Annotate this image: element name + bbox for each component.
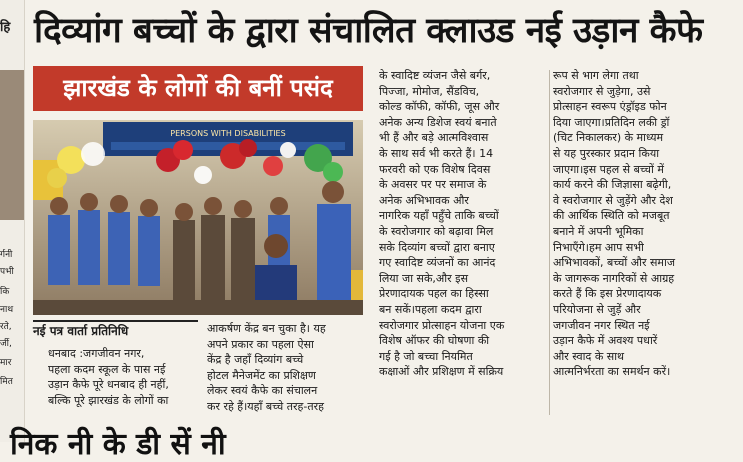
text-line: स्वरोजगार प्रोत्साहन योजना एक	[379, 318, 505, 332]
text-line: बन सकें।पहला कदम द्वारा	[379, 302, 482, 316]
text-line: गई है जो बच्चा नियमित	[379, 349, 473, 363]
text-line: केंद्र है जहाँ दिव्यांग बच्चे	[207, 353, 304, 367]
byline-rule	[33, 320, 198, 322]
text-line: धनबाद :जगजीवन नगर,	[48, 347, 145, 360]
text-line: पिज्जा, मोमोज, सैंडविच,	[379, 84, 480, 98]
adjacent-column-strip	[0, 0, 25, 442]
strip-line: नाथ	[0, 305, 14, 315]
adjacent-photo	[0, 70, 24, 220]
text-line: गए स्वादिष्ट व्यंजनों का आनंद	[379, 256, 496, 270]
text-line: बनाने में अपनी भूमिका	[553, 224, 644, 238]
text-line: की आर्थिक स्थिति को मजबूत	[553, 209, 670, 223]
strip-line: मार	[0, 358, 12, 368]
text-line: जाएगा।इस पहल से बच्चों में	[553, 162, 664, 176]
text-line: के अवसर पर पर समाज के	[379, 178, 487, 192]
text-line: निभाएँगे।हम आप सभी	[553, 240, 644, 254]
text-line: विशेष ऑफर की घोषणा की	[379, 334, 490, 348]
text-line: आकर्षण केंद्र बन चुका है। यह	[207, 322, 326, 335]
text-line: कक्षाओं और प्रशिक्षण में सक्रिय	[379, 365, 504, 379]
text-line: पहला कदम स्कूल के पास नई	[48, 362, 166, 376]
text-line: वे स्वरोजगार से जुड़ेंगे और देश	[553, 193, 673, 207]
next-headline-text: निक नी के डी सें नी	[10, 427, 226, 462]
article-column-1	[48, 346, 198, 408]
strip-line: र्गनी	[0, 250, 13, 260]
text-line: के जागरूक नागरिकों से आग्रह	[553, 271, 675, 285]
text-line: फरवरी को एक विशेष दिवस	[379, 162, 491, 176]
strip-line: हि	[0, 20, 11, 35]
text-line: कार्य करने की जिज्ञासा बढ़ेगी,	[553, 178, 672, 192]
photo-illustration	[33, 120, 363, 315]
subheadline: झारखंड के लोगों की बनीं पसंद	[33, 66, 363, 111]
text-line: रूप से भाग लेगा तथा	[553, 69, 639, 82]
next-headline-cropped	[0, 426, 743, 462]
text-line: लेकर स्वयं कैफे का संचालन	[207, 384, 318, 398]
text-line: के साथ सर्व भी करते हैं। 14	[379, 146, 494, 160]
text-line: होटल मैनेजमेंट का प्रशिक्षण	[207, 368, 316, 382]
text-line: बल्कि पूरे झारखंड के लोगों का	[48, 393, 169, 407]
text-line: उड़ान कैफे पूरे धनबाद ही नहीं,	[48, 378, 169, 392]
text-line: (चिट निकालकर) के माध्यम	[553, 131, 664, 145]
text-line: उड़ान कैफे में अवश्य पधारें	[553, 334, 658, 348]
text-line: के स्वरोजगार को बढ़ावा मिल	[379, 224, 494, 238]
text-line: अपने प्रकार का पहला ऐसा	[207, 337, 314, 351]
text-line: के स्वादिष्ट व्यंजन जैसे बर्गर,	[379, 69, 491, 82]
text-line: परियोजना से जुड़ें और	[553, 302, 641, 316]
text-line: आत्मनिर्भरता का समर्थन करें।	[553, 365, 671, 379]
column-divider	[549, 70, 550, 415]
text-line: प्रोत्साहन स्वरूप एंड्रॉइड फोन	[553, 100, 667, 114]
text-line: नागरिक यहाँ पहुँचे ताकि बच्चों	[379, 209, 499, 223]
headline: दिव्यांग बच्चों के द्वारा संचालित क्लाउड नई उड़ान कैफे	[34, 11, 703, 51]
byline: नई पत्र वार्ता प्रतिनिधि	[33, 324, 129, 338]
strip-line: रते,	[0, 322, 12, 332]
text-line: स्वरोजगार से जुड़ेगा, उसे	[553, 84, 651, 98]
text-line: अनेक अन्य डिशेज स्वयं बनाते	[379, 115, 497, 129]
banner-text: PERSONS WITH DISABILITIES	[170, 129, 286, 138]
strip-line: पभी	[0, 267, 14, 277]
strip-line: र्जी,	[0, 339, 12, 349]
text-line: अभिभावकों, बच्चों और समाज	[553, 256, 676, 270]
text-line: दिया जाएगा।प्रतिदिन लकी ड्रॉ	[553, 115, 670, 129]
text-line: लिया जा सके,और इस	[379, 271, 469, 285]
text-line: अनेक अभिभावक और	[379, 193, 469, 207]
article-column-4	[553, 68, 703, 380]
text-line: भी हैं और बड़े आत्मविश्वास	[379, 131, 489, 145]
text-line: प्रेरणादायक पहल का हिस्सा	[379, 287, 489, 301]
text-line: कर रहे हैं।यहाँ बच्चे तरह-तरह	[207, 399, 324, 413]
text-line: करते हैं कि इस प्रेरणादायक	[553, 287, 662, 301]
article-photo	[33, 120, 363, 315]
strip-line: कि	[0, 287, 10, 297]
article-column-3	[379, 68, 543, 380]
text-line: सके दिव्यांग बच्चों द्वारा बनाए	[379, 240, 495, 254]
text-line: और स्वाद के साथ	[553, 349, 625, 363]
strip-line: मित	[0, 377, 13, 387]
article-column-2	[207, 321, 367, 415]
text-line: जगजीवन नगर स्थित नई	[553, 318, 650, 332]
text-line: से यह पुरस्कार प्रदान किया	[553, 146, 660, 160]
text-line: कोल्ड कॉफी, कॉफी, जूस और	[379, 100, 500, 114]
